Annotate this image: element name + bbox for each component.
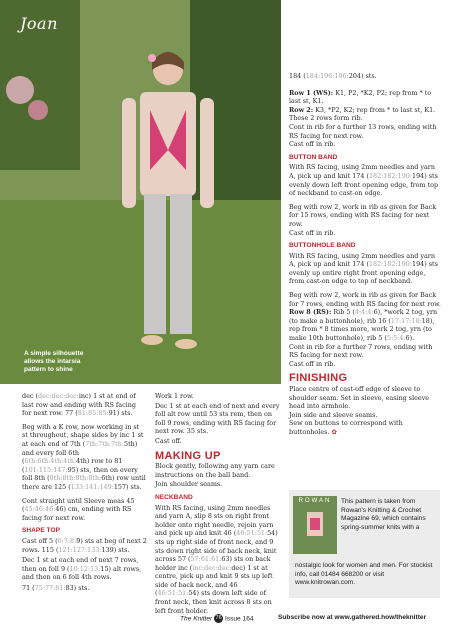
paragraph: Beg with a K row, now working in st st throughout, shape sides by inc 1 st at each end of 7th (7th:7th:7th:5th) and every foll 6th (6th:6th:4th:4th:4th) row to 81 (101:115:147:95) sts, then on every foll 8th (8th:8th:8th:8th:6th) row until there are 125 (133:141:149:157) sts.	[22, 422, 146, 491]
paragraph: Cast off in rib.	[289, 359, 336, 368]
cover-cardigan-pattern	[310, 518, 320, 530]
heading-making-up: MAKING UP	[155, 449, 221, 462]
paragraph: These 2 rows form rib.	[289, 114, 363, 123]
paragraph: Row 2: K3, *P2, K2; rep from * to last st, K1.	[289, 105, 436, 114]
footer-subscribe[interactable]: Subscribe now at www.gathered.how/theknitter	[278, 614, 427, 621]
photo-illustration	[0, 0, 281, 384]
paragraph: Beg with row 2, work in rib as given for Back for 15 rows, ending with RS facing for next row.	[289, 202, 437, 228]
paragraph: Place centre of cast-off edge of sleeve to shoulder seam. Set in sleeve, easing sleeve head into armhole.	[289, 385, 430, 411]
text-column-2	[155, 392, 282, 623]
magazine-cover-image	[293, 496, 337, 554]
paragraph: Cont in rib for a further 13 rows, ending with RS facing for next row.	[289, 122, 437, 140]
page-number: 76	[215, 615, 222, 621]
heading-shape-top: SHAPE TOP	[22, 527, 60, 535]
paragraph: Work 1 row.	[155, 392, 194, 400]
paragraph: Sew on buttons to correspond with buttonholes. ✿	[289, 419, 403, 436]
paragraph: Dec 1 st at each end of next 7 rows, then on foll 9 (10:12:13:15) alt rows, and then on 6 foll 4th rows.	[22, 556, 142, 582]
magazine-promo-box	[289, 490, 440, 598]
photo-caption: A simple silhouette allows the intarsia pattern to shine	[24, 350, 84, 373]
paragraph: Cast off in rib.	[289, 228, 336, 237]
paragraph: Cont in rib for a further 7 rows, ending with RS facing for next row.	[289, 342, 433, 360]
paragraph: 71 (75:77:81:83) sts.	[22, 583, 90, 592]
paragraph: Row 8 (RS): Rib 5 (4:4:4:6), *work 2 tog, yrn (to make a buttonhole), rib 16 (17:17:18:18), rep from * 8 times more, work 2 tog, yrn (to make 10th buttonhole), rib 5 (5:5:4:6).	[289, 308, 438, 343]
paragraph: Join shoulder seams.	[155, 480, 223, 489]
footer-magazine: The Knitter	[180, 615, 213, 623]
end-mark-icon: ✿	[331, 427, 337, 436]
paragraph: Join side and sleeve seams.	[289, 410, 378, 419]
heading-button-band: BUTTON BAND	[289, 153, 338, 161]
paragraph: Cast off 5 (6:7:8:9) sts at beg of next 2 rows. 115 (121:127:133:139) sts.	[22, 536, 147, 554]
text-column-3	[289, 72, 441, 437]
heading-buttonhole-band: BUTTONHOLE BAND	[289, 242, 356, 250]
magazine-cover-title: ROWAN	[298, 498, 332, 504]
promo-text: This pattern is taken from Rowan's Knitting & Crochet Magazine 69, which contains spring-summer knits with a	[341, 498, 426, 531]
paragraph: Dec 1 st at each end of next and every foll alt row until 53 sts rem, then on foll 9 rows, ending with RS facing for next row. 35 sts.	[155, 401, 280, 436]
paragraph: With RS facing, using 2mm needles and yarn A, pick up and knit 174 (182:182:190:194) sts evenly up entire right front opening edge, from cast-on edge to top of neckband.	[289, 251, 438, 286]
text-column-1	[22, 392, 147, 597]
footer-issue: Issue 164	[224, 615, 254, 623]
heading-finishing: FINISHING	[289, 372, 348, 385]
model-photo	[0, 0, 281, 384]
paragraph: With RS facing, using 2mm needles and yarn A, slip 8 sts on right front holder onto right needle, rejoin yarn and pick up and knit 46 (46:51:51:54) sts up right side of front neck, and 9 sts down right side of back neck, knit across 57 (57:61:61:63) sts on back holder inc (inc:dec:dec:dec) 1 st at centre, pick up and knit 9 sts up left side of back neck, and 46 (46:51:51:54) sts down left side of front neck, then knit across 8 sts on left front holder.	[155, 503, 278, 615]
paragraph: With RS facing, using 2mm needles and yarn A, pick up and knit 174 (182:182:190:194) sts evenly down left front opening edge, from top of neckband to cast-on edge.	[289, 163, 439, 198]
paragraph: Cast off in rib.	[289, 140, 336, 149]
paragraph: Beg with row 2, work in rib as given for Back for 7 rows, ending with RS facing for next row.	[289, 291, 441, 308]
footer-left	[180, 614, 254, 623]
paragraph: Block gently, following any yarn care instructions on the ball band.	[155, 462, 275, 479]
paragraph: 184 (184:196:196:204) sts.	[289, 72, 377, 80]
heading-neckband: NECKBAND	[155, 493, 193, 501]
paragraph: Cast off.	[155, 436, 182, 445]
promo-text-bottom: nostalgic look for women and men. For stockist info, call 01484 668200 or visit www.knitrowan.com.	[295, 562, 433, 587]
paragraph: dec (dec:dec:dec:inc) 1 st at end of last row and ending with RS facing for next row. 77 (81:85:85:91) sts.	[22, 392, 136, 418]
paragraph: Row 1 (WS): K1, P2, *K2, P2; rep from * to last st, K1.	[289, 88, 432, 106]
pattern-title: Joan	[20, 14, 58, 33]
paragraph: Cont straight until Sleeve meas 45 (45:46:46:46) cm, ending with RS facing for next row.	[22, 496, 135, 522]
